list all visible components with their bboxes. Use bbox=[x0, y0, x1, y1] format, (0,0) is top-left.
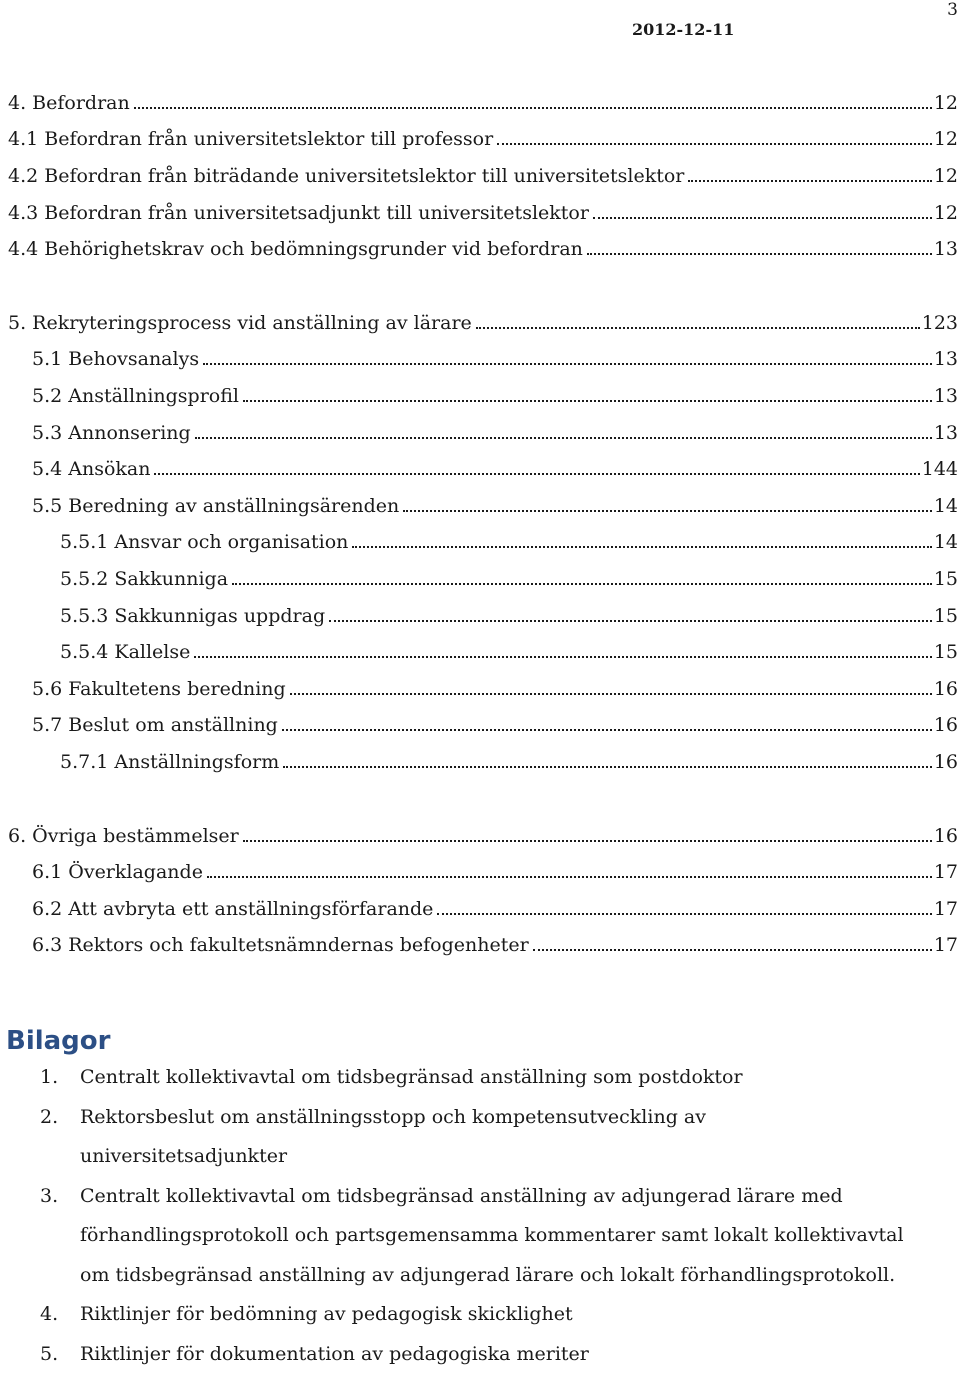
toc-entry-inner bbox=[0, 710, 960, 740]
toc-entry-title: 5.1 Behovsanalys bbox=[32, 344, 199, 374]
toc-entry-page: 13 bbox=[934, 418, 958, 448]
page-number: 3 bbox=[947, 0, 958, 20]
toc-entry-inner bbox=[0, 198, 960, 228]
toc-entry-title: 5.6 Fakultetens beredning bbox=[32, 674, 286, 704]
toc-entry-inner bbox=[0, 930, 960, 960]
toc-entry-inner bbox=[0, 747, 960, 777]
toc-entry-inner bbox=[0, 454, 960, 484]
toc-entry-inner bbox=[0, 601, 960, 631]
toc-entry-page: 12 bbox=[934, 124, 958, 154]
page-date: 2012-12-11 bbox=[632, 20, 734, 39]
toc-entry-title: 4.1 Befordran från universitetslektor till professor bbox=[8, 124, 493, 154]
attachment-item bbox=[0, 1335, 960, 1374]
toc-entry-page: 16 bbox=[934, 674, 958, 704]
attachment-text-line: universitetsadjunkter bbox=[80, 1137, 956, 1177]
toc-entry-page: 16 bbox=[934, 821, 958, 851]
toc-entry[interactable] bbox=[0, 454, 960, 484]
toc-entry-page: 14 bbox=[934, 527, 958, 557]
toc-dot-leader bbox=[593, 216, 932, 219]
toc-entry[interactable] bbox=[0, 674, 960, 704]
toc-entry[interactable] bbox=[0, 894, 960, 924]
toc-entry-inner bbox=[0, 821, 960, 851]
toc-entry-inner bbox=[0, 161, 960, 191]
toc-entry[interactable] bbox=[0, 857, 960, 887]
attachment-item bbox=[0, 1098, 960, 1177]
toc-entry-inner bbox=[0, 88, 960, 118]
toc-dot-leader bbox=[403, 509, 932, 512]
toc-entry-inner bbox=[0, 491, 960, 521]
toc-entry-title: 5.3 Annonsering bbox=[32, 418, 191, 448]
toc-entry-title: 6.2 Att avbryta ett anställningsförfarande bbox=[32, 894, 433, 924]
toc-entry-page: 17 bbox=[934, 894, 958, 924]
attachment-item bbox=[0, 1177, 960, 1296]
toc-dot-leader bbox=[154, 472, 919, 475]
toc-entry-page: 12 bbox=[934, 161, 958, 191]
attachment-item bbox=[0, 1295, 960, 1335]
toc-entry[interactable] bbox=[0, 564, 960, 594]
toc-entry[interactable] bbox=[0, 381, 960, 411]
attachment-text bbox=[80, 1295, 960, 1335]
toc-entry-page: 17 bbox=[934, 857, 958, 887]
toc-entry[interactable] bbox=[0, 527, 960, 557]
toc-dot-leader bbox=[207, 875, 932, 878]
toc-entry-title: 4.4 Behörighetskrav och bedömningsgrunder vid befordran bbox=[8, 234, 583, 264]
toc-entry-page: 12 bbox=[934, 88, 958, 118]
toc-entry-page: 13 bbox=[934, 344, 958, 374]
toc-entry-inner bbox=[0, 124, 960, 154]
toc-dot-leader bbox=[283, 765, 932, 768]
toc-dot-leader bbox=[497, 142, 932, 145]
toc-entry[interactable] bbox=[0, 601, 960, 631]
toc-entry-inner bbox=[0, 527, 960, 557]
toc-entry[interactable] bbox=[0, 344, 960, 374]
attachment-text-line: Centralt kollektivavtal om tidsbegränsad anställning av adjungerad lärare med bbox=[80, 1177, 956, 1217]
toc-entry[interactable] bbox=[0, 198, 960, 228]
toc-dot-leader bbox=[134, 106, 932, 109]
toc-entry-title: 5.4 Ansökan bbox=[32, 454, 150, 484]
toc-entry[interactable] bbox=[0, 637, 960, 667]
toc-entry-title: 6.3 Rektors och fakultetsnämndernas befogenheter bbox=[32, 930, 529, 960]
toc-entry[interactable] bbox=[0, 747, 960, 777]
toc-entry-page: 16 bbox=[934, 747, 958, 777]
toc-entry-inner bbox=[0, 418, 960, 448]
toc-entry[interactable] bbox=[0, 710, 960, 740]
toc-dot-leader bbox=[587, 252, 932, 255]
toc-entry-inner bbox=[0, 857, 960, 887]
toc-entry-title: 5.7.1 Anställningsform bbox=[60, 747, 279, 777]
toc-entry-inner bbox=[0, 894, 960, 924]
toc-entry-title: 4.3 Befordran från universitetsadjunkt till universitetslektor bbox=[8, 198, 589, 228]
toc-entry[interactable] bbox=[0, 234, 960, 264]
toc-entry-title: 5.2 Anställningsprofil bbox=[32, 381, 239, 411]
toc-entry-inner bbox=[0, 637, 960, 667]
attachment-number: 4. bbox=[0, 1295, 80, 1335]
toc-dot-leader bbox=[203, 362, 932, 365]
toc-entry-inner bbox=[0, 381, 960, 411]
toc-entry-page: 15 bbox=[934, 601, 958, 631]
toc-dot-leader bbox=[243, 839, 932, 842]
toc-entry-title: 5.5.4 Kallelse bbox=[60, 637, 190, 667]
toc-entry-page: 12 bbox=[934, 198, 958, 228]
toc-entry[interactable] bbox=[0, 308, 960, 338]
toc-entry-inner bbox=[0, 674, 960, 704]
toc-dot-leader bbox=[194, 655, 931, 658]
toc-entry-title: 5.5.1 Ansvar och organisation bbox=[60, 527, 348, 557]
toc-dot-leader bbox=[688, 179, 931, 182]
toc-entry-title: 5.5.3 Sakkunnigas uppdrag bbox=[60, 601, 325, 631]
toc-dot-leader bbox=[476, 326, 920, 329]
attachment-text-line: Centralt kollektivavtal om tidsbegränsad anställning som postdoktor bbox=[80, 1058, 956, 1098]
toc-entry[interactable] bbox=[0, 491, 960, 521]
toc-dot-leader bbox=[232, 582, 932, 585]
toc-entry-title: 4.2 Befordran från biträdande universitetslektor till universitetslektor bbox=[8, 161, 684, 191]
toc-entry-inner bbox=[0, 234, 960, 264]
attachment-text-line: Riktlinjer för bedömning av pedagogisk skicklighet bbox=[80, 1295, 956, 1335]
toc-entry-inner bbox=[0, 308, 960, 338]
attachment-text bbox=[80, 1177, 960, 1296]
toc-entry-page: 17 bbox=[934, 930, 958, 960]
toc-entry-page: 13 bbox=[934, 381, 958, 411]
toc-entry[interactable] bbox=[0, 161, 960, 191]
attachment-number: 3. bbox=[0, 1177, 80, 1296]
toc-entry-title: 5.5.2 Sakkunniga bbox=[60, 564, 228, 594]
toc-entry-title: 5.7 Beslut om anställning bbox=[32, 710, 278, 740]
toc-entry-inner bbox=[0, 344, 960, 374]
toc-entry[interactable] bbox=[0, 930, 960, 960]
attachment-text bbox=[80, 1058, 960, 1098]
attachments-list bbox=[0, 1058, 960, 1374]
attachment-item bbox=[0, 1058, 960, 1098]
toc-dot-leader bbox=[329, 619, 932, 622]
toc-entry[interactable] bbox=[0, 124, 960, 154]
toc-dot-leader bbox=[352, 545, 931, 548]
toc-dot-leader bbox=[243, 399, 932, 402]
toc-entry-inner bbox=[0, 564, 960, 594]
toc-entry-title: 6. Övriga bestämmelser bbox=[8, 821, 239, 851]
toc-entry-page: 14 bbox=[934, 491, 958, 521]
attachment-text bbox=[80, 1335, 960, 1374]
toc-entry-page: 15 bbox=[934, 637, 958, 667]
toc-entry[interactable] bbox=[0, 821, 960, 851]
toc-entry-page: 123 bbox=[922, 308, 958, 338]
attachment-number: 5. bbox=[0, 1335, 80, 1374]
toc-dot-leader bbox=[282, 728, 932, 731]
attachment-text bbox=[80, 1098, 960, 1177]
toc-entry[interactable] bbox=[0, 88, 960, 118]
toc-entry-title: 5.5 Beredning av anställningsärenden bbox=[32, 491, 399, 521]
toc-entry-page: 13 bbox=[934, 234, 958, 264]
toc-entry-page: 16 bbox=[934, 710, 958, 740]
toc-entry-title: 4. Befordran bbox=[8, 88, 130, 118]
attachment-number: 1. bbox=[0, 1058, 80, 1098]
attachment-text-line: förhandlingsprotokoll och partsgemensamma kommentarer samt lokalt kollektivavtal bbox=[80, 1216, 956, 1256]
toc-entry[interactable] bbox=[0, 418, 960, 448]
attachment-number: 2. bbox=[0, 1098, 80, 1177]
toc-dot-leader bbox=[437, 912, 931, 915]
attachment-text-line: Riktlinjer för dokumentation av pedagogiska meriter bbox=[80, 1335, 956, 1374]
attachment-text-line: Rektorsbeslut om anställningsstopp och kompetensutveckling av bbox=[80, 1098, 956, 1138]
toc-entry-page: 15 bbox=[934, 564, 958, 594]
toc-entry-title: 6.1 Överklagande bbox=[32, 857, 203, 887]
toc-dot-leader bbox=[195, 436, 932, 439]
toc-dot-leader bbox=[290, 692, 932, 695]
attachment-text-line: om tidsbegränsad anställning av adjungerad lärare och lokalt förhandlingsprotokoll. bbox=[80, 1256, 956, 1296]
toc-entry-title: 5. Rekryteringsprocess vid anställning av lärare bbox=[8, 308, 472, 338]
toc-dot-leader bbox=[533, 948, 932, 951]
attachments-heading: Bilagor bbox=[6, 1026, 110, 1056]
toc-entry-page: 144 bbox=[922, 454, 958, 484]
